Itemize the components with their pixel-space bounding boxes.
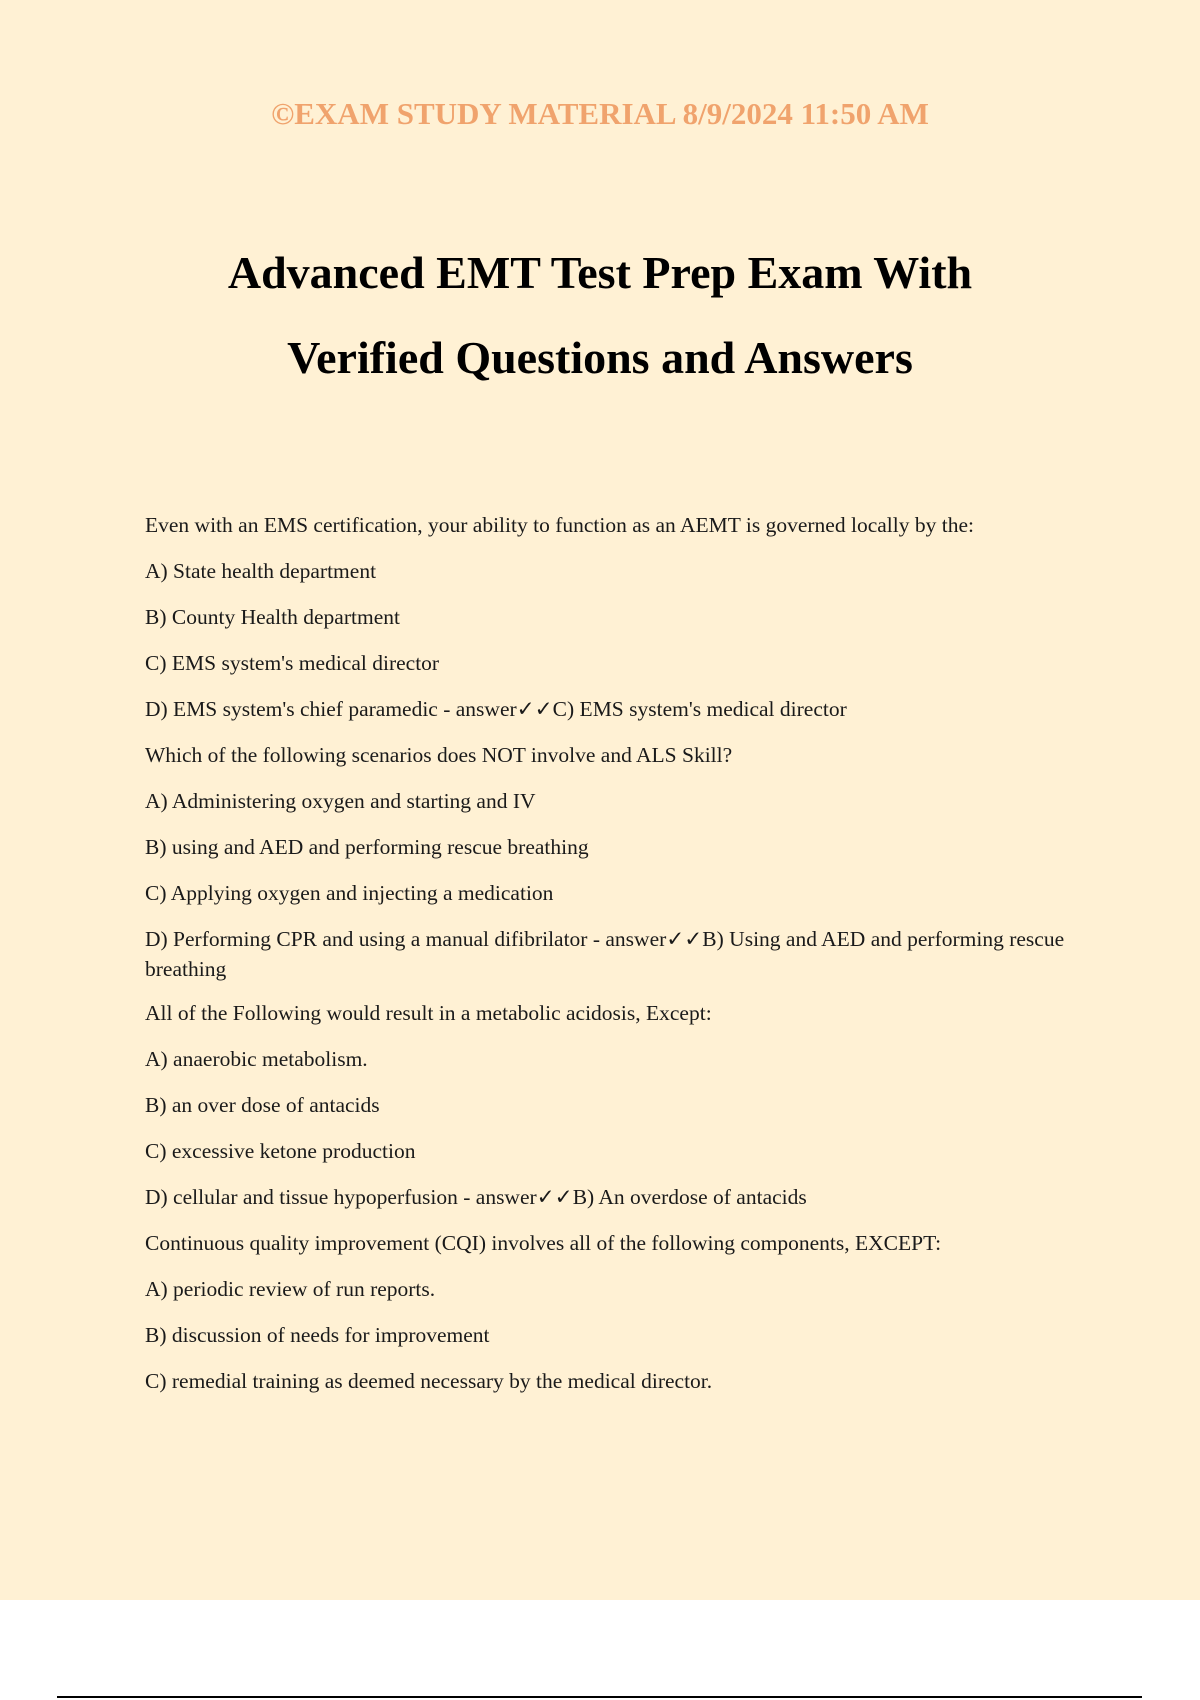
question-3-option-c: C) excessive ketone production <box>145 1139 416 1163</box>
question-3-option-d-answer: D) cellular and tissue hypoperfusion - answer✓✓B) An overdose of antacids <box>145 1185 807 1209</box>
footer-divider <box>57 1696 1142 1698</box>
title-line-2: Verified Questions and Answers <box>287 332 913 383</box>
question-2-option-b: B) using and AED and performing rescue breathing <box>145 835 589 859</box>
question-3-option-b: B) an over dose of antacids <box>145 1093 380 1117</box>
question-1-option-d-answer: D) EMS system's chief paramedic - answer✓✓C) EMS system's medical director <box>145 697 847 721</box>
question-1-option-b: B) County Health department <box>145 605 400 629</box>
question-2-option-a: A) Administering oxygen and starting and IV <box>145 789 536 813</box>
question-1-option-a: A) State health department <box>145 559 377 583</box>
document-title <box>0 230 1200 400</box>
title-line-1: Advanced EMT Test Prep Exam With <box>227 247 973 298</box>
document-body <box>145 510 1085 1412</box>
question-3-text: All of the Following would result in a metabolic acidosis, Except: <box>145 1001 712 1025</box>
question-4-option-a: A) periodic review of run reports. <box>145 1277 436 1301</box>
question-2-option-d-answer: D) Performing CPR and using a manual difibrilator - answer✓✓B) Using and AED and performing rescue breathing <box>145 927 1065 981</box>
question-4-text: Continuous quality improvement (CQI) involves all of the following components, EXCEPT: <box>145 1231 942 1255</box>
question-1-option-c: C) EMS system's medical director <box>145 651 440 675</box>
question-3-option-a: A) anaerobic metabolism. <box>145 1047 368 1071</box>
watermark-header: ©EXAM STUDY MATERIAL 8/9/2024 11:50 AM <box>271 96 929 131</box>
question-4-option-b: B) discussion of needs for improvement <box>145 1323 490 1347</box>
question-2-text: Which of the following scenarios does NOT involve and ALS Skill? <box>145 743 733 767</box>
question-1-text: Even with an EMS certification, your ability to function as an AEMT is governed locally by the: <box>145 513 974 537</box>
question-2-option-c: C) Applying oxygen and injecting a medication <box>145 881 554 905</box>
question-4-option-c: C) remedial training as deemed necessary by the medical director. <box>145 1369 713 1393</box>
